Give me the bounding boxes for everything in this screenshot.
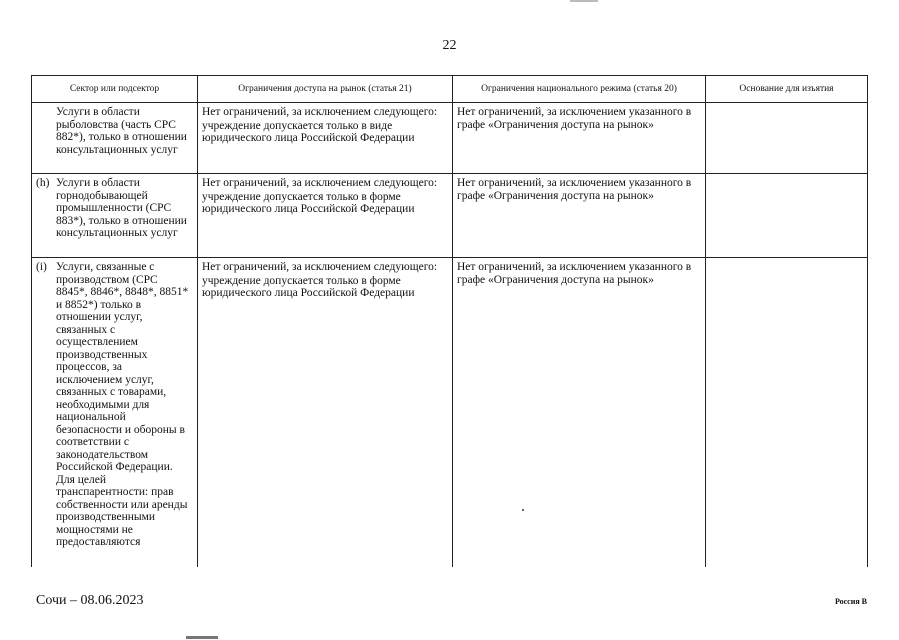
header-basis: Основание для изъятия bbox=[706, 76, 868, 103]
national-treatment-text: Нет ограничений, за исключением указанного в графе «Ограничения доступа на рынок» bbox=[457, 106, 692, 131]
sector-letter: (i) bbox=[36, 261, 47, 273]
national-treatment-cell bbox=[453, 258, 706, 568]
header-market-access: Ограничения доступа на рынок (статья 21) bbox=[198, 76, 453, 103]
market-access-cell bbox=[198, 174, 453, 258]
page-number: 22 bbox=[442, 38, 457, 53]
table-row bbox=[32, 103, 868, 174]
national-treatment-cell bbox=[453, 103, 706, 174]
basis-cell bbox=[706, 174, 868, 258]
header-national-treatment: Ограничения национального режима (статья 20) bbox=[453, 76, 706, 103]
table-row bbox=[32, 174, 868, 258]
sector-cell bbox=[32, 174, 198, 258]
sector-letter bbox=[36, 106, 56, 156]
footer-country-code: Россия В bbox=[834, 597, 867, 606]
sector-text: Услуги, связанные с производством (CPC 8845*, 8846*, 8848*, 8851* и 8852*) только в отношении услуг, связанных с осуществлением производственных процессов, за исключением услуг, связанных с товарами, необходимыми для национальной безопасности и обороны в соответствии с законодательством Российской Федерации. Для целей транспарентности: прав собственности или аренды производственными мощностями не предоставляются bbox=[56, 261, 189, 548]
sector-text: Услуги в области горнодобывающей промышленности (CPC 883*), только в отношении консультационных услуг bbox=[56, 177, 187, 239]
sector-letter: (h) bbox=[36, 177, 50, 189]
sector-cell bbox=[32, 258, 198, 568]
market-access-text: Нет ограничений, за исключением следующего: bbox=[202, 261, 438, 273]
scan-mark-bottom bbox=[186, 636, 218, 639]
sector-text: Услуги в области рыболовства (часть CPC 882*), только в отношении консультационных услуг bbox=[56, 106, 187, 156]
national-treatment-text: Нет ограничений, за исключением указанного в графе «Ограничения доступа на рынок» bbox=[457, 261, 692, 286]
footer-place-date: Сочи – 08.06.2023 bbox=[36, 593, 144, 608]
scan-speck bbox=[522, 509, 524, 511]
commitments-table bbox=[31, 75, 868, 567]
table-header-row bbox=[32, 76, 868, 103]
basis-cell bbox=[706, 258, 868, 568]
table-row bbox=[32, 258, 868, 568]
scan-mark-top bbox=[570, 0, 598, 2]
basis-cell bbox=[706, 103, 868, 174]
header-sector: Сектор или подсектор bbox=[32, 76, 198, 103]
market-access-text: учреждение допускается только в виде юридического лица Российской Федерации bbox=[202, 119, 415, 144]
market-access-text: Нет ограничений, за исключением следующего: bbox=[202, 177, 438, 189]
market-access-text: Нет ограничений, за исключением следующего: bbox=[202, 106, 438, 118]
market-access-cell bbox=[198, 103, 453, 174]
national-treatment-cell bbox=[453, 174, 706, 258]
sector-cell bbox=[32, 103, 198, 174]
national-treatment-text: Нет ограничений, за исключением указанного в графе «Ограничения доступа на рынок» bbox=[457, 177, 692, 202]
market-access-text: учреждение допускается только в форме юридического лица Российской Федерации bbox=[202, 190, 415, 215]
market-access-cell bbox=[198, 258, 453, 568]
market-access-text: учреждение допускается только в форме юридического лица Российской Федерации bbox=[202, 274, 415, 299]
